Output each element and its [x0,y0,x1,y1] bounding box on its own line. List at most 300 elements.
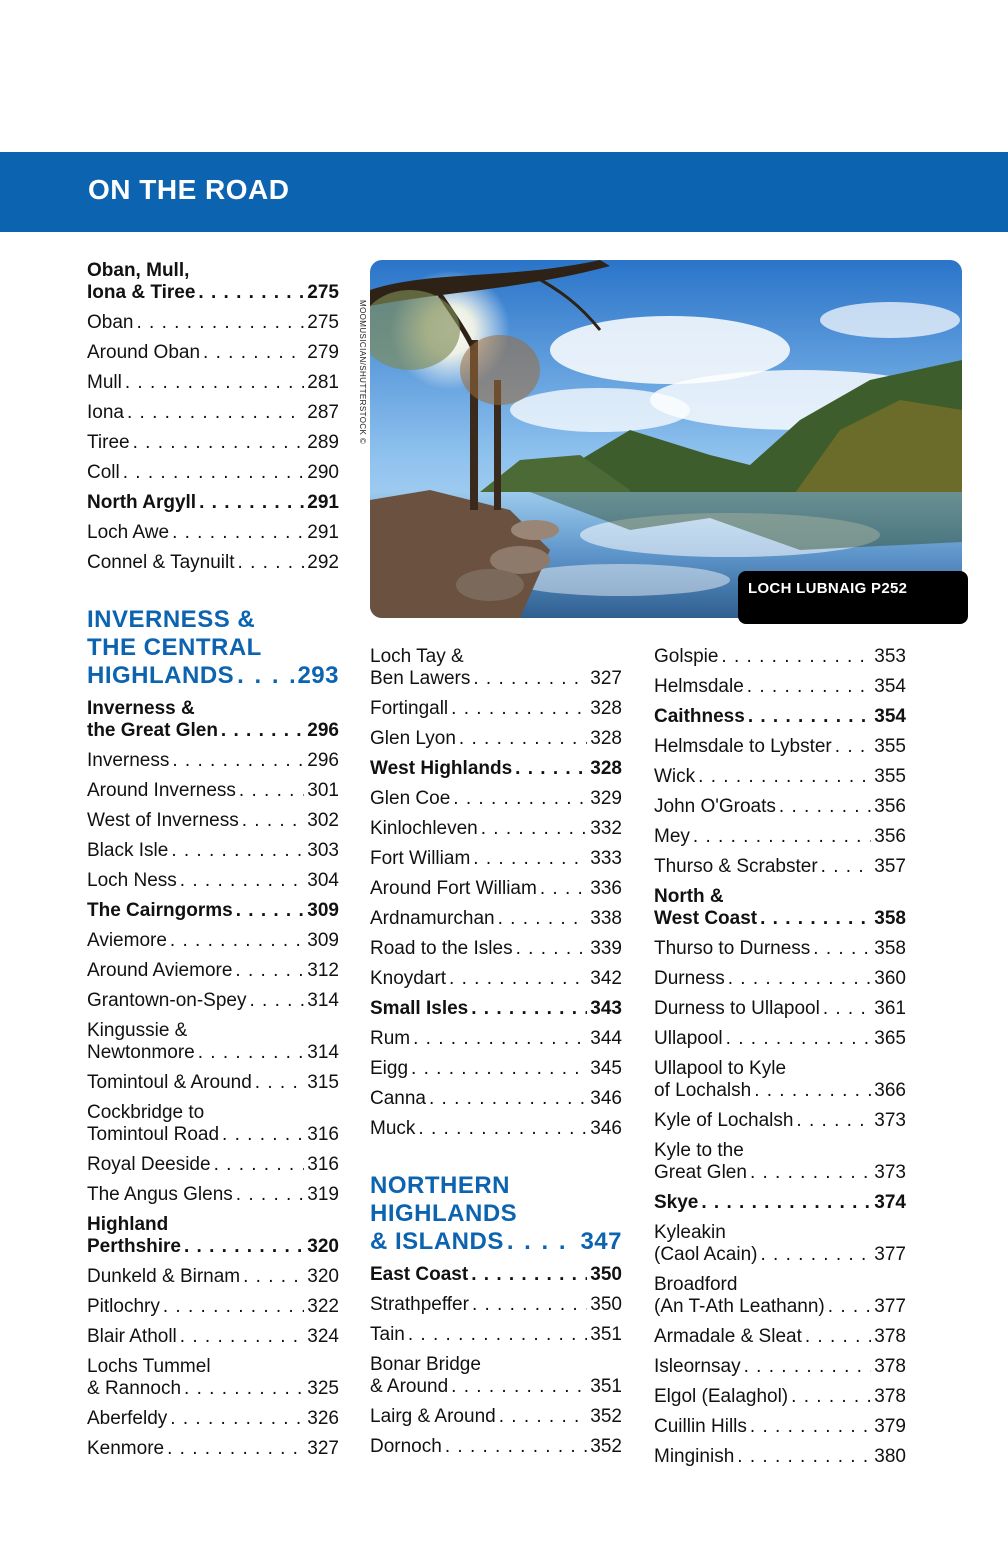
page-number: 289 [307,432,339,453]
toc-entry-line [654,968,906,990]
toc-entry-line [370,878,622,900]
dot-leader [429,1088,587,1110]
toc-entry-title-line: Ullapool to Kyle [654,1058,787,1079]
dot-leader [451,1376,587,1398]
dot-leader [498,908,588,930]
toc-entry-glen-lyon[interactable] [370,728,622,750]
page-title: ON THE ROAD [88,174,290,205]
page-number: 293 [297,662,339,689]
toc-entry-line [87,1378,339,1400]
loch-lubnaig-photo [370,260,962,618]
toc-entry-title-line: HIGHLANDS [370,1200,518,1227]
toc-entry-wick[interactable] [654,766,906,788]
toc-entry-line [370,728,622,750]
dot-leader [198,1042,305,1064]
dot-leader [255,1072,305,1094]
toc-heading-north-argyll[interactable] [87,492,339,514]
dot-leader [823,998,871,1020]
page-number: 312 [307,960,339,981]
toc-entry-title: the Great Glen [87,720,218,741]
toc-entry-thurso-scrabster[interactable] [654,856,906,878]
toc-entry-west-of-inverness[interactable] [87,810,339,832]
dot-leader [728,968,872,990]
toc-entry-dunkeld-birnam[interactable] [87,1266,339,1288]
toc-entry-ullapool-to-kyle-of-lochalsh[interactable] [654,1058,906,1102]
toc-entry-line [654,1446,906,1468]
toc-entry-loch-tay-ben-lawers[interactable] [370,646,622,690]
page-number: 350 [590,1264,622,1285]
page-number: 275 [307,282,339,303]
toc-entry-title: Inverness [87,750,170,771]
toc-entry-line [654,646,906,668]
toc-entry-title: Small Isles [370,998,469,1019]
dot-leader [236,900,305,922]
dot-leader [499,1406,588,1428]
toc-entry-line [370,1264,622,1286]
toc-entry-title-line: Bonar Bridge [370,1354,481,1375]
toc-entry-title: Mey [654,826,690,847]
toc-entry-title: North Argyll [87,492,197,513]
toc-entry-title-line: North & [654,886,724,907]
toc-entry-blair-atholl[interactable] [87,1326,339,1348]
page-number: 301 [307,780,339,801]
toc-entry-cockbridge-to-tomintoul-road[interactable] [87,1102,339,1146]
toc-entry-line [370,938,622,960]
dot-leader [198,282,304,304]
toc-entry-isleornsay[interactable] [654,1356,906,1378]
toc-section-northern-islands[interactable] [370,1172,622,1256]
page-number: 355 [874,736,906,757]
toc-entry-ardnamurchan[interactable] [370,908,622,930]
dot-leader [791,1386,871,1408]
toc-entry-line [87,282,339,304]
page-number: 378 [874,1326,906,1347]
toc-entry-title: Canna [370,1088,426,1109]
dot-leader [481,818,588,840]
page-number: 344 [590,1028,622,1049]
toc-entry-coll[interactable] [87,462,339,484]
toc-entry-title: Around Inverness [87,780,236,801]
toc-entry-dornoch[interactable] [370,1436,622,1458]
page-number: 346 [590,1118,622,1139]
page-number: 292 [307,552,339,573]
page-number: 354 [874,676,906,697]
toc-entry-title: Tiree [87,432,130,453]
dot-leader [411,1058,587,1080]
toc-entry-line [654,1110,906,1132]
toc-entry-title: Rum [370,1028,411,1049]
page-number: 315 [307,1072,339,1093]
toc-entry-title: Loch Awe [87,522,170,543]
dot-leader [214,1154,305,1176]
dot-leader [754,1080,871,1102]
dot-leader [761,1244,872,1266]
toc-entry-inverness[interactable] [87,750,339,772]
toc-entry-aberfeldy[interactable] [87,1408,339,1430]
page-number: 314 [307,990,339,1011]
page-number: 361 [874,998,906,1019]
toc-heading-west-highlands[interactable] [370,758,622,780]
toc-entry-title: West of Inverness [87,810,239,831]
toc-heading-highland-perthshire[interactable] [87,1214,339,1258]
dot-leader [136,312,304,334]
toc-entry-line [654,1080,906,1102]
toc-entry-line [370,698,622,720]
dot-leader [125,372,304,394]
page-number: 333 [590,848,622,869]
dot-leader [473,848,587,870]
page-number: 356 [874,826,906,847]
dot-leader [821,856,872,878]
toc-entry-line [87,1154,339,1176]
toc-section-inverness-highlands[interactable] [87,606,339,690]
page-number: 338 [590,908,622,929]
page-number: 374 [874,1192,906,1213]
toc-entry-title: Elgol (Ealaghol) [654,1386,789,1407]
toc-entry-line [87,1326,339,1348]
page-number: 351 [590,1376,622,1397]
toc-entry-line [370,1058,622,1080]
page-number: 360 [874,968,906,989]
toc-entry-around-inverness[interactable] [87,780,339,802]
toc-entry-line [370,788,622,810]
toc-entry-line [654,856,906,878]
toc-entry-title: Armadale & Sleat [654,1326,802,1347]
page-number: 328 [590,728,622,749]
toc-entry-kyle-of-lochalsh[interactable] [654,1110,906,1132]
toc-heading-north-west-coast[interactable] [654,886,906,930]
toc-entry-line [87,780,339,802]
page-number: 304 [307,870,339,891]
toc-entry-title: Knoydart [370,968,447,989]
page-number: 322 [307,1296,339,1317]
toc-entry-pitlochry[interactable] [87,1296,339,1318]
toc-entry-line [370,1294,622,1316]
toc-entry-john-o-groats[interactable] [654,796,906,818]
dot-leader [180,870,305,892]
dot-leader [449,968,587,990]
toc-entry-title-line: Lochs Tummel [87,1356,211,1377]
dot-leader [748,706,871,728]
toc-entry-title: & Around [370,1376,449,1397]
photo-caption: LOCH LUBNAIG P252 [738,571,968,624]
toc-entry-line [654,1192,906,1214]
toc-entry-title: Road to the Isles [370,938,513,959]
dot-leader [242,810,305,832]
toc-entry-title: Connel & Taynuilt [87,552,235,573]
page-number: 350 [590,1294,622,1315]
page-number: 320 [307,1236,339,1257]
toc-entry-iona[interactable] [87,402,339,424]
toc-entry-title: & ISLANDS [370,1228,504,1255]
section-banner [0,152,1008,232]
toc-entry-line [654,676,906,698]
toc-entry-aviemore[interactable] [87,930,339,952]
toc-entry-title-line: Oban, Mull, [87,260,190,281]
toc-entry-line [87,522,339,544]
page-number: 355 [874,766,906,787]
dot-leader [170,930,304,952]
page-number: 290 [307,462,339,483]
page-number: 366 [874,1080,906,1101]
toc-entry-line [87,960,339,982]
toc-entry-around-aviemore[interactable] [87,960,339,982]
toc-entry-title-line: INVERNESS & [87,606,256,633]
toc-entry-line [87,900,339,922]
page-number: 296 [307,750,339,771]
toc-entry-title: Dunkeld & Birnam [87,1266,241,1287]
toc-entry-title-line: THE CENTRAL [87,634,262,661]
toc-entry-line [370,818,622,840]
toc-entry-eigg[interactable] [370,1058,622,1080]
dot-leader [235,960,304,982]
dot-leader [222,1124,304,1146]
page-number: 302 [307,810,339,831]
toc-entry-grantown-on-spey[interactable] [87,990,339,1012]
toc-entry-line [654,1386,906,1408]
toc-entry-title: Durness to Ullapool [654,998,820,1019]
toc-entry-line [370,908,622,930]
toc-entry-title: & Rannoch [87,1378,182,1399]
page-number: 353 [874,646,906,667]
toc-entry-line [654,1296,906,1318]
toc-entry-broadford-an-t-ath-leathann[interactable] [654,1274,906,1318]
page-number: 343 [590,998,622,1019]
toc-entry-title-line: Loch Tay & [370,646,464,667]
toc-entry-knoydart[interactable] [370,968,622,990]
toc-entry-title: John O'Groats [654,796,776,817]
page-number: 378 [874,1386,906,1407]
page-number: 320 [307,1266,339,1287]
toc-entry-black-isle[interactable] [87,840,339,862]
toc-entry-lairg-around[interactable] [370,1406,622,1428]
toc-entry-line [370,968,622,990]
toc-entry-elgol-ealaghol[interactable] [654,1386,906,1408]
toc-entry-title: Ben Lawers [370,668,471,689]
toc-entry-title: Oban [87,312,134,333]
toc-entry-line [654,908,906,930]
toc-entry-title: Fort William [370,848,471,869]
dot-leader [471,998,587,1020]
page-number: 379 [874,1416,906,1437]
toc-entry-line [87,462,339,484]
toc-entry-muck[interactable] [370,1118,622,1140]
toc-entry-line [87,1408,339,1430]
dot-leader [744,1356,872,1378]
toc-entry-title: (An T-Ath Leathann) [654,1296,825,1317]
toc-heading-caithness[interactable] [654,706,906,728]
toc-heading-the-cairngorms[interactable] [87,900,339,922]
toc-entry-rum[interactable] [370,1028,622,1050]
page-number: 281 [307,372,339,393]
dot-leader [133,432,305,454]
toc-entry-line [87,990,339,1012]
toc-entry-kenmore[interactable] [87,1438,339,1460]
toc-entry-helmsdale[interactable] [654,676,906,698]
dot-leader [184,1236,304,1258]
toc-entry-connel-taynuilt[interactable] [87,552,339,574]
toc-entry-around-fort-william[interactable] [370,878,622,900]
page-number: 356 [874,796,906,817]
toc-entry-line [87,1124,339,1146]
toc-entry-royal-deeside[interactable] [87,1154,339,1176]
toc-entry-bonar-bridge-around[interactable] [370,1354,622,1398]
toc-entry-loch-ness[interactable] [87,870,339,892]
dot-leader [471,1264,587,1286]
dot-leader [163,1296,304,1318]
toc-entry-the-angus-glens[interactable] [87,1184,339,1206]
toc-entry-title: East Coast [370,1264,469,1285]
toc-entry-glen-coe[interactable] [370,788,622,810]
toc-entry-kyleakin-caol-acain[interactable] [654,1222,906,1266]
toc-entry-kinlochleven[interactable] [370,818,622,840]
dot-leader [721,646,871,668]
toc-entry-line [87,402,339,424]
dot-leader [516,938,588,960]
toc-entry-title: Coll [87,462,120,483]
dot-leader [171,840,304,862]
page-number: 325 [307,1378,339,1399]
page-number: 316 [307,1124,339,1145]
toc-entry-line [87,1266,339,1288]
toc-entry-title-line: Broadford [654,1274,738,1295]
toc-entry-title: Tain [370,1324,405,1345]
page-number: 358 [874,938,906,959]
toc-entry-line [654,736,906,758]
page-number: 377 [874,1296,906,1317]
toc-entry-line [654,1416,906,1438]
dot-leader [459,728,587,750]
toc-entry-fort-william[interactable] [370,848,622,870]
toc-entry-title: Around Oban [87,342,201,363]
toc-entry-title: Tomintoul & Around [87,1072,252,1093]
toc-entry-line [654,826,906,848]
dot-leader [184,1378,304,1400]
page-number: 329 [590,788,622,809]
toc-entry-line [370,1228,622,1256]
page-number: 291 [307,492,339,513]
toc-entry-around-oban[interactable] [87,342,339,364]
dot-leader [408,1324,587,1346]
dot-leader [747,676,872,698]
toc-entry-lochs-tummel-rannoch[interactable] [87,1356,339,1400]
dot-leader [127,402,304,424]
dot-leader [172,522,304,544]
page-number: 324 [307,1326,339,1347]
toc-entry-title: Caithness [654,706,745,727]
toc-entry-loch-awe[interactable] [87,522,339,544]
toc-entry-canna[interactable] [370,1088,622,1110]
toc-heading-skye[interactable] [654,1192,906,1214]
page-number: 332 [590,818,622,839]
toc-entry-durness[interactable] [654,968,906,990]
toc-entry-mull[interactable] [87,372,339,394]
toc-list [370,646,622,1458]
toc-entry-title: Ullapool [654,1028,723,1049]
toc-entry-tomintoul-around[interactable] [87,1072,339,1094]
toc-entry-kyle-to-the-great-glen[interactable] [654,1140,906,1184]
toc-entry-line [87,1072,339,1094]
toc-entry-road-to-the-isles[interactable] [370,938,622,960]
toc-entry-title: Muck [370,1118,416,1139]
dot-leader [180,1326,305,1348]
page-number: 373 [874,1110,906,1131]
page-number: 373 [874,1162,906,1183]
landscape-illustration [370,260,962,618]
page-number: 327 [590,668,622,689]
toc-entry-fortingall[interactable] [370,698,622,720]
page-number: 319 [307,1184,339,1205]
toc-entry-kingussie-newtonmore[interactable] [87,1020,339,1064]
toc-entry-golspie[interactable] [654,646,906,668]
toc-heading-oban-mull-iona-tiree[interactable] [87,260,339,304]
dot-leader [418,1118,587,1140]
toc-entry-title: Helmsdale [654,676,744,697]
toc-entry-mey[interactable] [654,826,906,848]
toc-entry-title: Ardnamurchan [370,908,495,929]
toc-entry-title: HIGHLANDS [87,662,235,689]
page-number: 354 [874,706,906,727]
toc-entry-minginish[interactable] [654,1446,906,1468]
toc-entry-strathpeffer[interactable] [370,1294,622,1316]
toc-entry-title: Mull [87,372,122,393]
toc-entry-tiree[interactable] [87,432,339,454]
page-number: 352 [590,1406,622,1427]
toc-entry-line [654,1356,906,1378]
page-number: 346 [590,1088,622,1109]
toc-entry-ullapool[interactable] [654,1028,906,1050]
toc-entry-thurso-to-durness[interactable] [654,938,906,960]
toc-entry-title: Great Glen [654,1162,747,1183]
toc-entry-line [87,492,339,514]
toc-entry-line [87,312,339,334]
toc-heading-east-coast[interactable] [370,1264,622,1286]
dot-leader [249,990,304,1012]
toc-entry-title-line: Kingussie & [87,1020,188,1041]
toc-entry-title: Glen Coe [370,788,451,809]
toc-entry-title: Strathpeffer [370,1294,469,1315]
toc-entry-line [87,720,339,742]
toc-entry-durness-to-ullapool[interactable] [654,998,906,1020]
dot-leader [203,342,304,364]
toc-entry-title: Glen Lyon [370,728,456,749]
toc-entry-title: Dornoch [370,1436,442,1457]
toc-entry-title: Kinlochleven [370,818,478,839]
toc-entry-title: Iona & Tiree [87,282,196,303]
toc-entry-title: Kyle of Lochalsh [654,1110,794,1131]
toc-entry-title: Blair Atholl [87,1326,177,1347]
toc-list [87,260,339,1460]
toc-entry-helmsdale-to-lybster[interactable] [654,736,906,758]
dot-leader [779,796,871,818]
toc-heading-small-isles[interactable] [370,998,622,1020]
toc-entry-title: Isleornsay [654,1356,741,1377]
toc-entry-title: Durness [654,968,725,989]
toc-column-2 [370,646,622,1466]
toc-entry-cuillin-hills[interactable] [654,1416,906,1438]
page-number: 347 [580,1228,622,1255]
page-number: 377 [874,1244,906,1265]
toc-heading-inverness-the-great-glen[interactable] [87,698,339,742]
toc-entry-title: Grantown-on-Spey [87,990,247,1011]
page-number: 303 [307,840,339,861]
toc-entry-title: West Highlands [370,758,513,779]
page-number: 309 [307,900,339,921]
toc-entry-armadale-sleat[interactable] [654,1326,906,1348]
toc-entry-line [87,1296,339,1318]
toc-entry-tain[interactable] [370,1324,622,1346]
toc-entry-oban[interactable] [87,312,339,334]
